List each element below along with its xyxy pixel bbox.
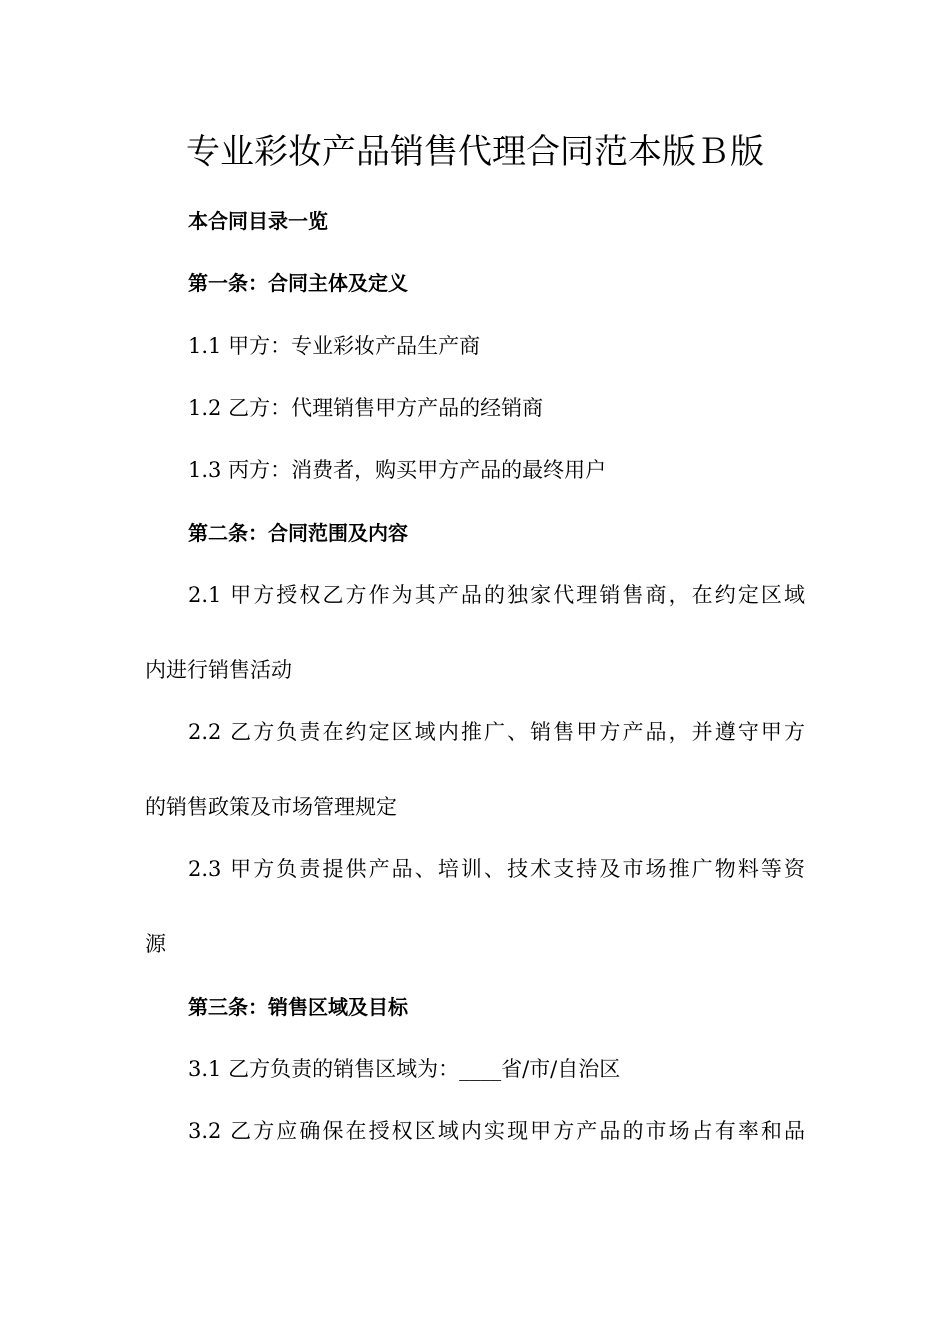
clause-1-1: 1.1 甲方：专业彩妆产品生产商 [188,334,481,358]
section-1-heading: 第一条：合同主体及定义 [188,271,408,295]
clause-2-2-line-2: 的销售政策及市场管理规定 [145,795,397,819]
section-2-heading: 第二条：合同范围及内容 [188,521,408,545]
clause-1-2: 1.2 乙方：代理销售甲方产品的经销商 [188,396,544,420]
clause-3-1: 3.1 乙方负责的销售区域为：____省/市/自治区 [188,1057,621,1081]
clause-3-2-line-1: 3.2 乙方应确保在授权区域内实现甲方产品的市场占有率和品 [188,1119,805,1143]
toc-heading: 本合同目录一览 [188,209,328,233]
clause-1-3: 1.3 丙方：消费者，购买甲方产品的最终用户 [188,458,607,482]
clause-2-1-line-2: 内进行销售活动 [145,658,292,682]
clause-2-3-line-2: 源 [145,932,166,956]
clause-2-3-line-1: 2.3 甲方负责提供产品、培训、技术支持及市场推广物料等资 [188,857,805,881]
clause-2-1-line-1: 2.1 甲方授权乙方作为其产品的独家代理销售商，在约定区域 [188,583,805,607]
clause-2-2-line-1: 2.2 乙方负责在约定区域内推广、销售甲方产品，并遵守甲方 [188,720,805,744]
document-title: 专业彩妆产品销售代理合同范本版Ｂ版 [186,132,764,172]
section-3-heading: 第三条：销售区域及目标 [188,995,408,1019]
